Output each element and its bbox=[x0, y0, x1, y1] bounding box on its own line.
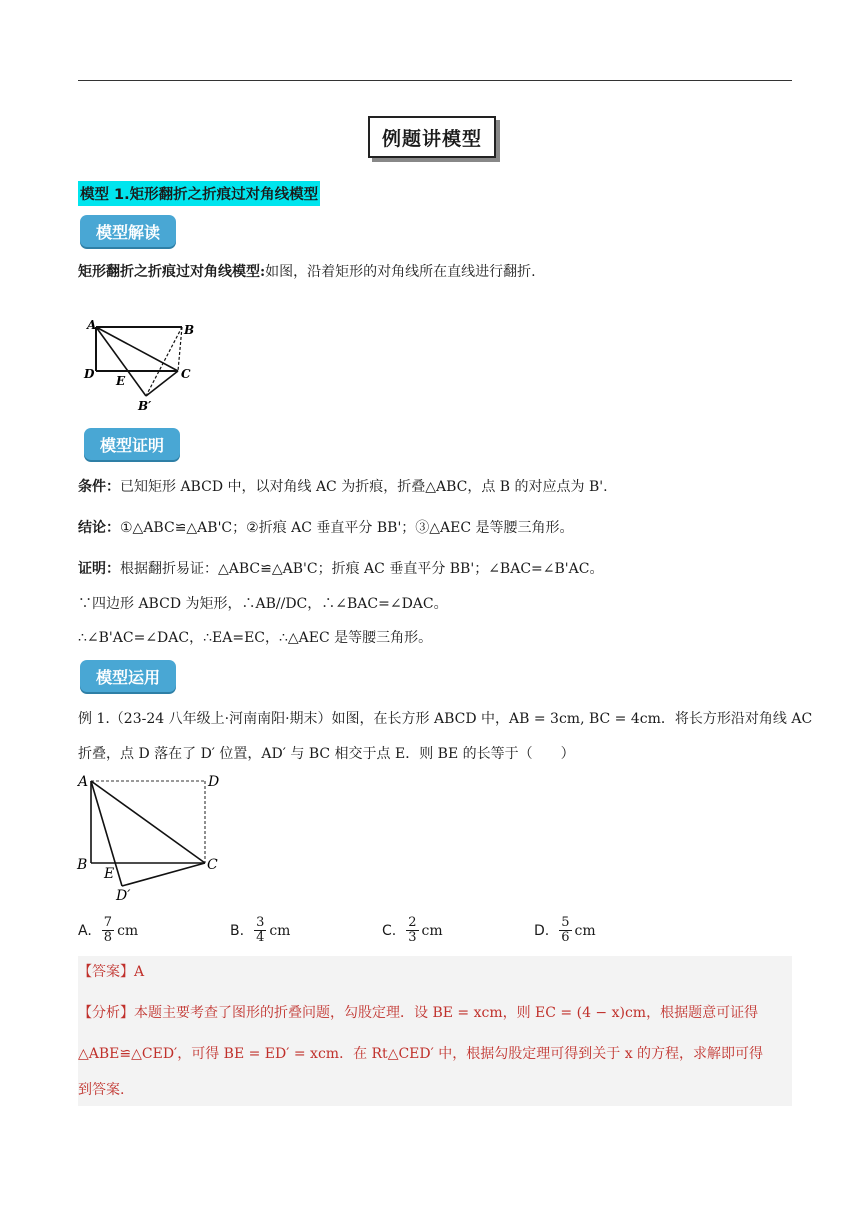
proof-line-3: ∴∠B'AC=∠DAC，∴EA=EC，∴△AEC 是等腰三角形。 bbox=[78, 630, 433, 646]
option-a[interactable] bbox=[78, 916, 138, 945]
option-c-fraction bbox=[406, 916, 418, 945]
fig2-edge-d-prime-c bbox=[122, 863, 205, 886]
fig1-label-b: B bbox=[184, 323, 195, 337]
option-a-fraction bbox=[102, 916, 114, 945]
answer-panel bbox=[78, 956, 792, 1106]
tag-model-interpret: 模型解读 bbox=[80, 215, 176, 247]
fig1-label-a: A bbox=[87, 318, 97, 332]
proof-bold: 证明： bbox=[78, 561, 120, 577]
fig1-label-e: E bbox=[116, 374, 126, 388]
proof-line-1 bbox=[78, 559, 603, 579]
model-heading: 模型 1.矩形翻折之折痕过对角线模型 bbox=[78, 181, 320, 206]
tag-model-proof: 模型证明 bbox=[84, 428, 180, 460]
option-a-denominator: 8 bbox=[103, 930, 113, 945]
fig1-label-c: C bbox=[181, 367, 191, 381]
option-d[interactable] bbox=[534, 916, 596, 945]
option-a-letter: A. bbox=[78, 922, 92, 939]
condition-paragraph bbox=[78, 477, 608, 497]
option-d-numerator: 5 bbox=[561, 915, 570, 930]
figure-example-rectangle-fold bbox=[72, 770, 232, 906]
proof-text-1: 根据翻折易证：△ABC≌△AB'C；折痕 AC 垂直平分 BB'；∠BAC=∠B'AC。 bbox=[120, 561, 604, 577]
fig1-diagonal-ac bbox=[96, 327, 178, 371]
option-b-unit: cm bbox=[269, 922, 291, 939]
proof-line-2: ∵四边形 ABCD 为矩形，∴AB//DC，∴∠BAC=∠DAC。 bbox=[78, 596, 448, 612]
option-d-unit: cm bbox=[574, 922, 596, 939]
intro-bold: 矩形翻折之折痕过对角线模型: bbox=[78, 264, 266, 280]
example-line-2: 折叠，点 D 落在了 D′ 位置，AD′ 与 BC 相交于点 E．则 BE 的长等于（ ） bbox=[78, 746, 575, 762]
option-c-denominator: 3 bbox=[408, 930, 417, 945]
intro-text: 如图，沿着矩形的对角线所在直线进行翻折. bbox=[265, 264, 536, 280]
option-c-unit: cm bbox=[421, 922, 443, 939]
fig2-label-a: A bbox=[78, 774, 89, 790]
fig2-label-d-prime: D′ bbox=[116, 888, 131, 904]
intro-paragraph bbox=[78, 262, 536, 282]
analysis-line-1: 【分析】本题主要考查了图形的折叠问题，勾股定理．设 BE = xcm，则 EC = (4 − x)cm，根据题意可证得 bbox=[78, 1005, 759, 1021]
answer-label: 【答案】A bbox=[78, 964, 145, 980]
option-c-letter: C. bbox=[382, 922, 397, 939]
option-b-numerator: 3 bbox=[256, 915, 265, 930]
conclusion-bold: 结论： bbox=[78, 520, 120, 536]
analysis-line-3: 到答案. bbox=[78, 1082, 125, 1098]
analysis-line-2: △ABE≌△CED′，可得 BE = ED′ = xcm．在 Rt△CED′ 中，根据勾股定理可得到关于 x 的方程，求解即可得 bbox=[78, 1046, 764, 1062]
fig2-label-b: B bbox=[77, 857, 88, 873]
fig2-label-e: E bbox=[104, 866, 115, 882]
option-a-unit: cm bbox=[117, 922, 139, 939]
option-b-denominator: 4 bbox=[256, 930, 265, 945]
option-c[interactable] bbox=[382, 916, 443, 945]
option-d-denominator: 6 bbox=[561, 930, 570, 945]
option-d-letter: D. bbox=[534, 922, 550, 939]
figure-rectangle-fold-diagonal bbox=[78, 318, 208, 414]
fig2-label-c: C bbox=[207, 857, 218, 873]
conclusion-paragraph bbox=[78, 518, 574, 538]
header-rule bbox=[78, 80, 792, 81]
condition-text: 已知矩形 ABCD 中，以对角线 AC 为折痕，折叠△ABC，点 B 的对应点为 B'. bbox=[120, 479, 608, 495]
fig1-edge-b-prime-c bbox=[146, 371, 178, 396]
option-b-fraction bbox=[254, 916, 266, 945]
option-d-fraction bbox=[559, 916, 571, 945]
conclusion-text: ①△ABC≌△AB'C；②折痕 AC 垂直平分 BB'；③△AEC 是等腰三角形。 bbox=[120, 520, 574, 536]
condition-bold: 条件： bbox=[78, 479, 120, 495]
option-b-letter: B. bbox=[230, 922, 245, 939]
fig2-diagonal-ac bbox=[91, 781, 205, 863]
option-c-numerator: 2 bbox=[408, 915, 417, 930]
fig1-label-d: D bbox=[84, 367, 95, 381]
option-b[interactable] bbox=[230, 916, 290, 945]
fig2-label-d: D bbox=[208, 774, 220, 790]
fig1-segment-bb-prime bbox=[146, 327, 182, 396]
tag-model-apply: 模型运用 bbox=[80, 660, 176, 692]
option-a-numerator: 7 bbox=[103, 915, 113, 930]
page-title: 例题讲模型 bbox=[368, 116, 496, 158]
example-line-1: 例 1.（23-24 八年级上·河南南阳·期末）如图，在长方形 ABCD 中，AB = 3cm, BC = 4cm．将长方形沿对角线 AC bbox=[78, 711, 813, 727]
fig1-label-b-prime: B′ bbox=[138, 399, 152, 413]
